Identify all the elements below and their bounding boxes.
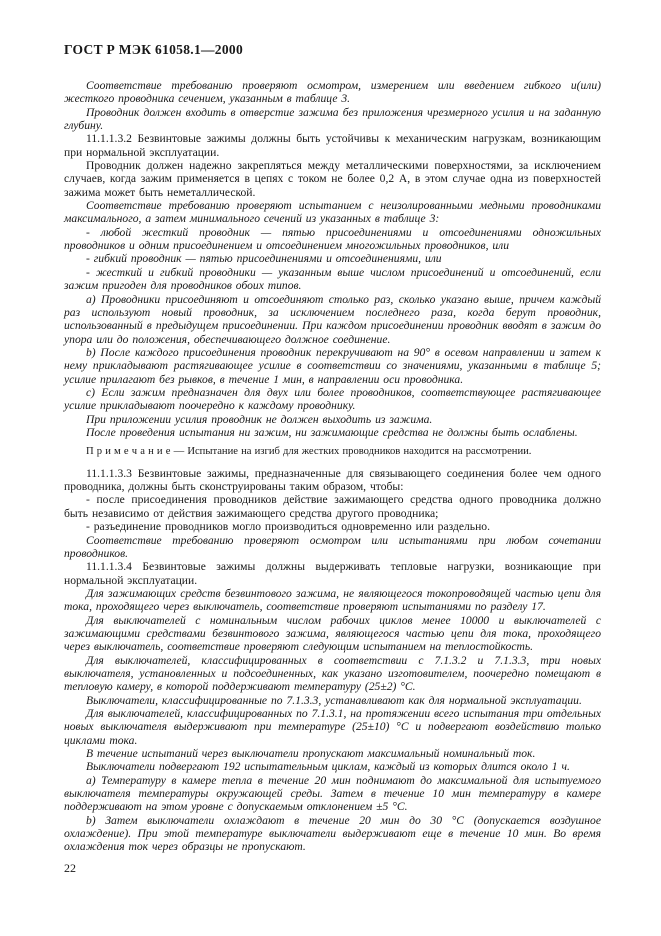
paragraph: - разъединение проводников могло производиться одновременно или раздельно. [86,520,490,534]
paragraph: а) Температуру в камере тепла в течение 20 мин поднимают до максимальной для испытуемого выключателя температуры окружающей среды. Затем в течение 10 мин температуру в камере поддерживают на этом уровне с допускаемым отклонением ±5 °С. [64,773,601,814]
document-title: ГОСТ Р МЭК 61058.1—2000 [64,42,244,57]
paragraph: Соответствие требованию проверяют осмотром или испытаниями при любом сочетании проводников. [64,533,601,560]
paragraph: При приложении усилия проводник не должен выходить из зажима. [86,412,433,426]
paragraph: 11.1.1.3.4 Безвинтовые зажимы должны выдерживать тепловые нагрузки, возникающие при нормальной эксплуатации. [64,560,601,587]
paragraph: Для выключателей, классифицированных в соответствии с 7.1.3.2 и 7.1.3.3, три новых выключателя, установленных и подсоединенных, как указано изготовителем, поочередно помещают в тепловую камеру, в которой поддерживают температуру (25±2) °С. [64,653,601,694]
paragraph: Соответствие требованию проверяют осмотром, измерением или введением гибкого и(или) жесткого проводника сечением, указанным в таблице 3. [64,79,601,106]
paragraph: 11.1.1.3.2 Безвинтовые зажимы должны быть устойчивы к механическим нагрузкам, возникающим при нормальной эксплуатации. [64,132,601,159]
paragraph: 11.1.1.3.3 Безвинтовые зажимы, предназначенные для связывающего соединения более чем одного проводника, должны быть сконструированы таким образом, чтобы: [64,466,601,494]
paragraph: b) Затем выключатели охлаждают в течение 20 мин до 30 °С (допускается воздушное охлаждение). При этой температуре выключатели выдерживают еще в течение 10 мин. Во время охлаждения ток через образцы не пропускают. [64,813,601,854]
paragraph: Проводник должен входить в отверстие зажима без приложения чрезмерного усилия и на заданную глубину. [64,105,601,133]
page-content [64,42,601,876]
paragraph: Для выключателей, классифицированных по 7.1.3.1, на протяжении всего испытания три отдельных новых выключателя выдерживают при температуре (25±10) °С и подвергают воздействию только циклами тока. [64,706,601,747]
paragraph: Выключатели, классифицированные по 7.1.3.3, устанавливают как для нормальной эксплуатации. [86,693,582,707]
document-body [64,79,601,854]
paragraph: - любой жесткий проводник — пятью присоединениями и отсоединениями одножильных проводников и одним присоединением и отсоединением многожильных проводников, или [64,225,601,253]
paragraph: В течение испытаний через выключатели пропускают максимальный номинальный ток. [86,747,536,760]
paragraph: b) После каждого присоединения проводник перекручивают на 90° в осевом направлении и затем к нему прикладывают растягивающее усилие в соответствии со значениями, указанными в таблице 5; усилие прилагают без рывков, в течение 1 мин, в направлении оси проводника. [64,345,601,386]
paragraph: Выключатели подвергают 192 испытательным циклам, каждый из которых длится около 1 ч. [86,760,570,774]
paragraph: Проводник должен надежно закрепляться между металлическими поверхностями, за исключением случаев, когда зажим применяется в цепях с током не более 0,2 А, в этом случае одна из поверхностей зажима может быть неметаллической. [64,159,601,199]
paragraph: c) Если зажим предназначен для двух или более проводников, соответствующее растягивающее усилие прикладывают поочередно к каждому проводнику. [64,385,601,413]
paragraph: После проведения испытания ни зажим, ни зажимающие средства не должны быть ослаблены. [86,425,578,439]
paragraph: Соответствие требованию проверяют испытанием с неизолированными медными проводниками максимального, а затем минимального сечений из указанных в таблице 3: [64,199,601,226]
paragraph: Для выключателей с номинальным числом рабочих циклов менее 10000 и выключателей с зажимающими средствами безвинтового зажима, являющегося частью цепи для тока, проходящего через выключатель, соответствие проверяют следующим испытанием на теплостойкость. [64,613,601,654]
paragraph: - гибкий проводник — пятью присоединениями и отсоединениями, или [86,252,442,266]
paragraph: а) Проводники присоединяют и отсоединяют столько раз, сколько указано выше, причем каждый раз используют новый проводник, за исключением последнего раза, когда берут проводник, использованный в предыдущем присоединении. При каждом присоединении проводник вводят в зажим до упора или до положения, обеспечивающего должное соединение. [64,292,601,346]
paragraph: Для зажимающих средств безвинтового зажима, не являющегося токопроводящей частью цепи для тока, проходящего через выключатель, соответствие проверяют испытаниями по разделу 17. [64,586,601,614]
page-number: 22 [64,860,76,875]
paragraph: - после присоединения проводников действие зажимающего средства одного проводника должно быть независимо от действия зажимающего средства другого проводника; [64,493,601,520]
note-paragraph: П р и м е ч а н и е — Испытание на изгиб для жестких проводников находится на рассмотрении. [86,446,532,458]
paragraph: - жесткий и гибкий проводники — указанным выше числом присоединений и отсоединений, если зажим пригоден для проводников обоих типов. [64,265,601,293]
